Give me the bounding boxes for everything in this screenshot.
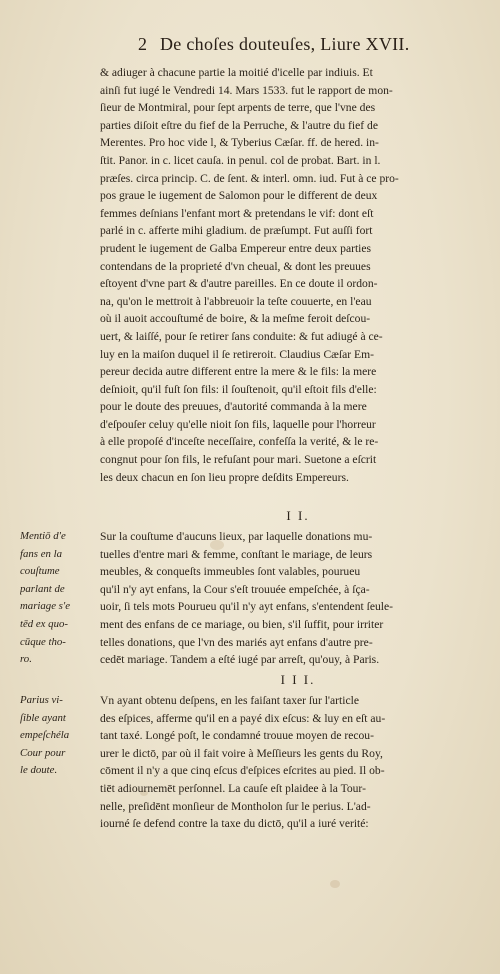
text-line: des eſpices, afferme qu'il en a payé dix eſcus: & luy en eſt au- (100, 711, 386, 725)
text-line: nelle, preſidēnt monſieur de Montholon ſur le perius. L'ad- (100, 799, 371, 813)
text-line: d'eſpouſer celuy qu'elle nioit ſon fils, laquelle pour l'horreur (100, 417, 376, 431)
margin-line: parlant de (20, 582, 65, 595)
text-line: pos graue le iugement de Salomon pour le different de deux (100, 189, 378, 203)
text-line: femmes deſnians l'enfant mort & pretendans le vif: dont eſt (100, 206, 374, 220)
margin-line: Cour pour (20, 746, 66, 759)
margin-line: le doute. (20, 764, 58, 777)
margin-line: Parius vi- (20, 694, 63, 706)
text-line: prudent le iugement de Galba Empereur entre deux parties (100, 241, 372, 255)
text-line: pour le doute des preuues, d'autorité commanda à la mere (100, 400, 367, 414)
text-line: uoir, ſi tels mots Pourueu qu'il n'y ayt enfans, s'entendent ſeule- (100, 600, 394, 614)
page-stain (330, 880, 340, 888)
text-line: ſieur de Montmiral, pour ſept arpents de terre, que l'vne des (100, 101, 376, 115)
section-number: I I. (286, 508, 310, 523)
text-line: luy en la maiſon duquel il ſe retireroit. Claudius Cæſar Em- (100, 347, 375, 361)
margin-note-section-3 (20, 692, 100, 780)
text-line: parties diſoit eſtre du fief de la Perruche, & l'autre du fief de (100, 118, 378, 132)
text-line: Sur la couſtume d'aucuns lieux, par laquelle donations mu- (100, 530, 373, 543)
text-line: Vn ayant obtenu deſpens, en les faiſant taxer ſur l'article (100, 694, 359, 707)
text-line: urer le dictō, par où il fait voire à Meſſieurs les gents du Roy, (100, 746, 383, 760)
text-line: tiēt adiournemēt perſonnel. La cauſe eſt plaidee à la Tour- (100, 781, 366, 795)
margin-line: ro. (20, 653, 32, 666)
text-line: où il auoit accouſtumé de boire, & la meſme feroit deſcou- (100, 312, 371, 326)
text-line: eſtoyent d'vne part & d'autre pareilles. En ce doute il ordon- (100, 277, 378, 291)
text-line: cedēt mariage. Tandem a eſté iugé par arreſt, qu'ouy, à Paris. (100, 653, 380, 667)
text-line: qu'il n'y ayt enfans, la Cour s'eſt trouuée empeſchée, à ſça- (100, 582, 370, 596)
text-line: na, qu'on le mettroit à l'abbreuoir la teſte couuerte, en l'eau (100, 294, 372, 308)
text-line: pereur decida autre different entre la mere & le fils: la mere (100, 365, 377, 379)
margin-line: mariage s'e (20, 600, 70, 613)
running-header (138, 34, 498, 55)
page-number: 2 (138, 34, 148, 54)
text-line: ainſi fut iugé le Vendredi 14. Mars 1533. fut le rapport de mon- (100, 83, 393, 97)
text-line: contendans de la proprieté d'vn cheual, & dont les preuues (100, 259, 371, 273)
text-line: cōment il n'y a que cinq eſcus d'eſpices eſcrites au pied. Il ob- (100, 764, 385, 778)
text-line: parlé in c. afferte mihi gladium. de præſumpt. Fut auſſi fort (100, 224, 373, 238)
margin-line: cūque tho- (20, 635, 66, 648)
text-line: congnut pour ſon fils, le refuſant pour mari. Suetone a eſcrit (100, 453, 377, 467)
text-line: iourné ſe defend contre la taxe du dictō, qu'il a iuré verité: (100, 817, 369, 831)
margin-note-section-2 (20, 528, 100, 669)
running-title: De choſes douteuſes, Liure XVII. (160, 34, 410, 54)
margin-line: empeſchéla (20, 729, 70, 742)
text-line: deſnioit, qu'il fuſt ſon fils: il ſouſtenoit, qu'il eſtoit fils d'elle: (100, 382, 377, 396)
paragraph-2 (100, 528, 496, 669)
text-line: & adiuger à chacune partie la moitié d'icelle par indiuis. Et (100, 66, 373, 79)
text-line: ſtit. Panor. in c. licet cauſa. in penul. col de probat. Bart. in l. (100, 153, 381, 167)
text-line: tant taxé. Longé poſt, le condamné trouue moyen de recou- (100, 729, 374, 743)
text-line: præſes. circa princip. C. de ſent. & interl. omn. iud. Fut à ce pro- (100, 171, 399, 185)
text-line: uert, & laiſſé, pour ſe retirer ſans conduite: & fut adiugé à ce- (100, 329, 383, 343)
text-line: meubles, & conqueſts immeubles ſont valables, pourueu (100, 565, 361, 579)
text-line: Merentes. Pro hoc vide l, & Tyberius Cæſar. ff. de hered. in- (100, 136, 379, 150)
text-line: à elle propoſé d'inceſte neceſſaire, confeſſa la verité, & le re- (100, 435, 379, 449)
margin-line: ſible ayant (20, 711, 66, 724)
margin-line: couſtume (20, 565, 60, 578)
paragraph-1 (100, 64, 496, 486)
paragraph-3 (100, 692, 496, 833)
margin-line: tēd ex quo- (20, 617, 68, 630)
margin-line: Mentiō d'e (20, 530, 66, 542)
text-line: tuelles d'entre mari & femme, conſtant le mariage, de leurs (100, 547, 373, 561)
text-line: les deux chacun en ſon lieu propre deſdits Empereurs. (100, 470, 349, 484)
text-line: telles donations, que l'vn des mariés ayt enfans d'autre pre- (100, 635, 373, 649)
margin-line: fans en la (20, 547, 62, 560)
section-number: I I I. (280, 672, 316, 687)
text-line: ment des enfans de ce mariage, ou bien, s'il ſuffit, pour irriter (100, 617, 384, 631)
